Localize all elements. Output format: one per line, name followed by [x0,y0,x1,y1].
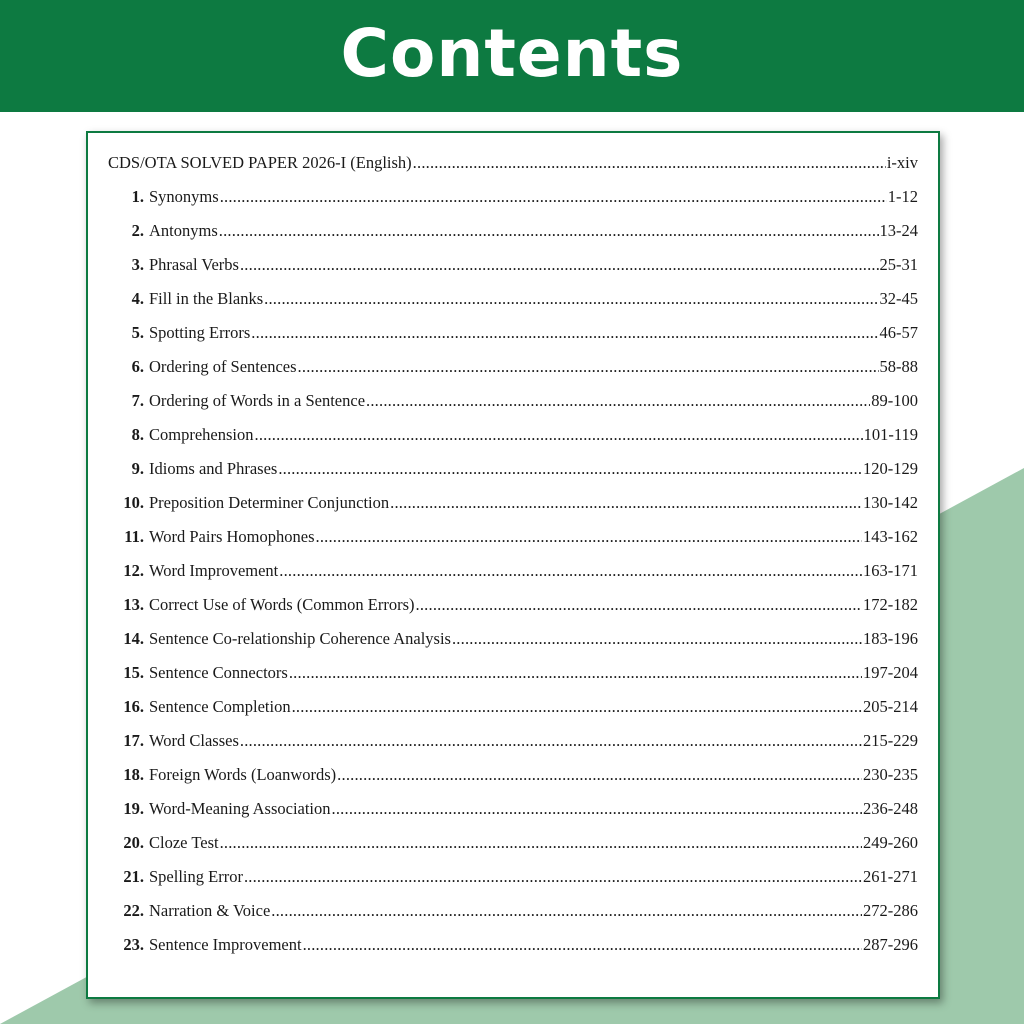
toc-item-pages: 89-100 [871,391,918,410]
toc-item-pages: 287-296 [863,935,918,954]
toc-item-pages: 46-57 [879,323,918,342]
toc-row [108,663,918,697]
toc-intro-title: CDS/OTA SOLVED PAPER 2026-I (English) [108,153,412,172]
toc-row [108,527,918,561]
toc-row [108,765,918,799]
page-title: Contents [340,15,684,92]
toc-leader-dots [366,391,870,411]
toc-item-pages: 25-31 [879,255,918,274]
toc-leader-dots [219,221,879,241]
toc-item-number: 10. [123,493,144,512]
toc-leader-dots [255,425,863,445]
toc-item-title: Ordering of Words in a Sentence [149,391,366,410]
toc-row [108,255,918,289]
toc-row [108,901,918,935]
toc-item-number: 9. [131,459,144,478]
toc-item-title: Phrasal Verbs [149,255,239,274]
toc-item-pages: 32-45 [879,289,918,308]
toc-row [108,799,918,833]
toc-item-number: 20. [123,833,144,852]
toc-items [108,187,918,969]
toc-item-number: 13. [123,595,144,614]
toc-row [108,731,918,765]
toc-row [108,833,918,867]
toc-item-pages: 236-248 [863,799,918,818]
toc-row [108,595,918,629]
toc-item-title: Synonyms [149,187,219,206]
toc-item-pages: 1-12 [887,187,918,206]
toc-item-title: Antonyms [149,221,218,240]
toc-row [108,221,918,255]
toc-leader-dots [292,697,862,717]
toc-item-title: Fill in the Blanks [149,289,264,308]
toc-item-title: Sentence Improvement [149,935,302,954]
toc-intro-row [108,153,918,187]
toc-leader-dots [244,867,862,887]
toc-row [108,323,918,357]
toc-row [108,867,918,901]
header-banner [0,0,1024,112]
toc-item-title: Ordering of Sentences [149,357,297,376]
toc-item-number: 1. [131,187,144,206]
table-of-contents-card [86,131,940,999]
toc-leader-dots [416,595,862,615]
toc-item-number: 16. [123,697,144,716]
toc-leader-dots [220,187,887,207]
toc-item-title: Cloze Test [149,833,219,852]
toc-item-pages: 205-214 [863,697,918,716]
toc-row [108,561,918,595]
toc-item-pages: 230-235 [863,765,918,784]
toc-item-number: 22. [123,901,144,920]
toc-item-title: Word Pairs Homophones [149,527,315,546]
toc-row [108,935,918,969]
toc-item-pages: 13-24 [879,221,918,240]
toc-leader-dots [220,833,862,853]
toc-item-number: 8. [131,425,144,444]
toc-item-number: 14. [123,629,144,648]
toc-leader-dots [289,663,862,683]
toc-item-pages: 183-196 [863,629,918,648]
toc-item-pages: 272-286 [863,901,918,920]
toc-leader-dots [278,459,862,479]
toc-row [108,629,918,663]
toc-item-title: Sentence Co-relationship Coherence Analysis [149,629,451,648]
toc-list [108,153,918,969]
toc-item-pages: 261-271 [863,867,918,886]
toc-item-number: 23. [123,935,144,954]
toc-item-pages: 215-229 [863,731,918,750]
toc-leader-dots [390,493,862,513]
toc-item-number: 4. [131,289,144,308]
toc-row [108,493,918,527]
toc-leader-dots [298,357,879,377]
toc-item-title: Idioms and Phrases [149,459,278,478]
toc-item-number: 17. [123,731,144,750]
toc-leader-dots [303,935,862,955]
toc-leader-dots [337,765,862,785]
toc-item-pages: 163-171 [863,561,918,580]
toc-row [108,289,918,323]
toc-row [108,459,918,493]
toc-item-title: Narration & Voice [149,901,271,920]
toc-row [108,697,918,731]
toc-item-title: Comprehension [149,425,254,444]
toc-row [108,357,918,391]
toc-leader-dots [279,561,862,581]
toc-item-pages: 143-162 [863,527,918,546]
toc-item-title: Word Classes [149,731,239,750]
toc-row [108,425,918,459]
toc-item-number: 11. [124,527,144,546]
toc-item-number: 18. [123,765,144,784]
toc-item-title: Correct Use of Words (Common Errors) [149,595,415,614]
toc-item-title: Sentence Connectors [149,663,288,682]
toc-row [108,187,918,221]
toc-leader-dots [240,255,879,275]
toc-intro-pages: i-xiv [886,153,918,172]
toc-item-pages: 130-142 [863,493,918,512]
toc-leader-dots [316,527,863,547]
toc-item-title: Spelling Error [149,867,243,886]
toc-item-title: Word-Meaning Association [149,799,331,818]
toc-leader-dots [251,323,878,343]
toc-item-number: 21. [123,867,144,886]
toc-item-number: 7. [131,391,144,410]
toc-item-title: Sentence Completion [149,697,291,716]
toc-item-number: 6. [131,357,144,376]
toc-item-number: 12. [123,561,144,580]
toc-leader-dots [332,799,862,819]
toc-item-title: Word Improvement [149,561,279,580]
toc-item-title: Preposition Determiner Conjunction [149,493,390,512]
toc-item-pages: 197-204 [863,663,918,682]
toc-row [108,391,918,425]
toc-item-number: 5. [131,323,144,342]
toc-item-pages: 120-129 [863,459,918,478]
toc-leader-dots [452,629,862,649]
toc-item-pages: 249-260 [863,833,918,852]
toc-leader-dots [413,153,886,173]
toc-item-title: Foreign Words (Loanwords) [149,765,337,784]
toc-item-pages: 101-119 [863,425,918,444]
toc-item-pages: 58-88 [879,357,918,376]
toc-leader-dots [240,731,862,751]
toc-item-title: Spotting Errors [149,323,251,342]
toc-item-number: 3. [131,255,144,274]
toc-item-pages: 172-182 [863,595,918,614]
toc-leader-dots [271,901,862,921]
toc-leader-dots [264,289,878,309]
toc-item-number: 19. [123,799,144,818]
toc-item-number: 2. [131,221,144,240]
toc-item-number: 15. [123,663,144,682]
